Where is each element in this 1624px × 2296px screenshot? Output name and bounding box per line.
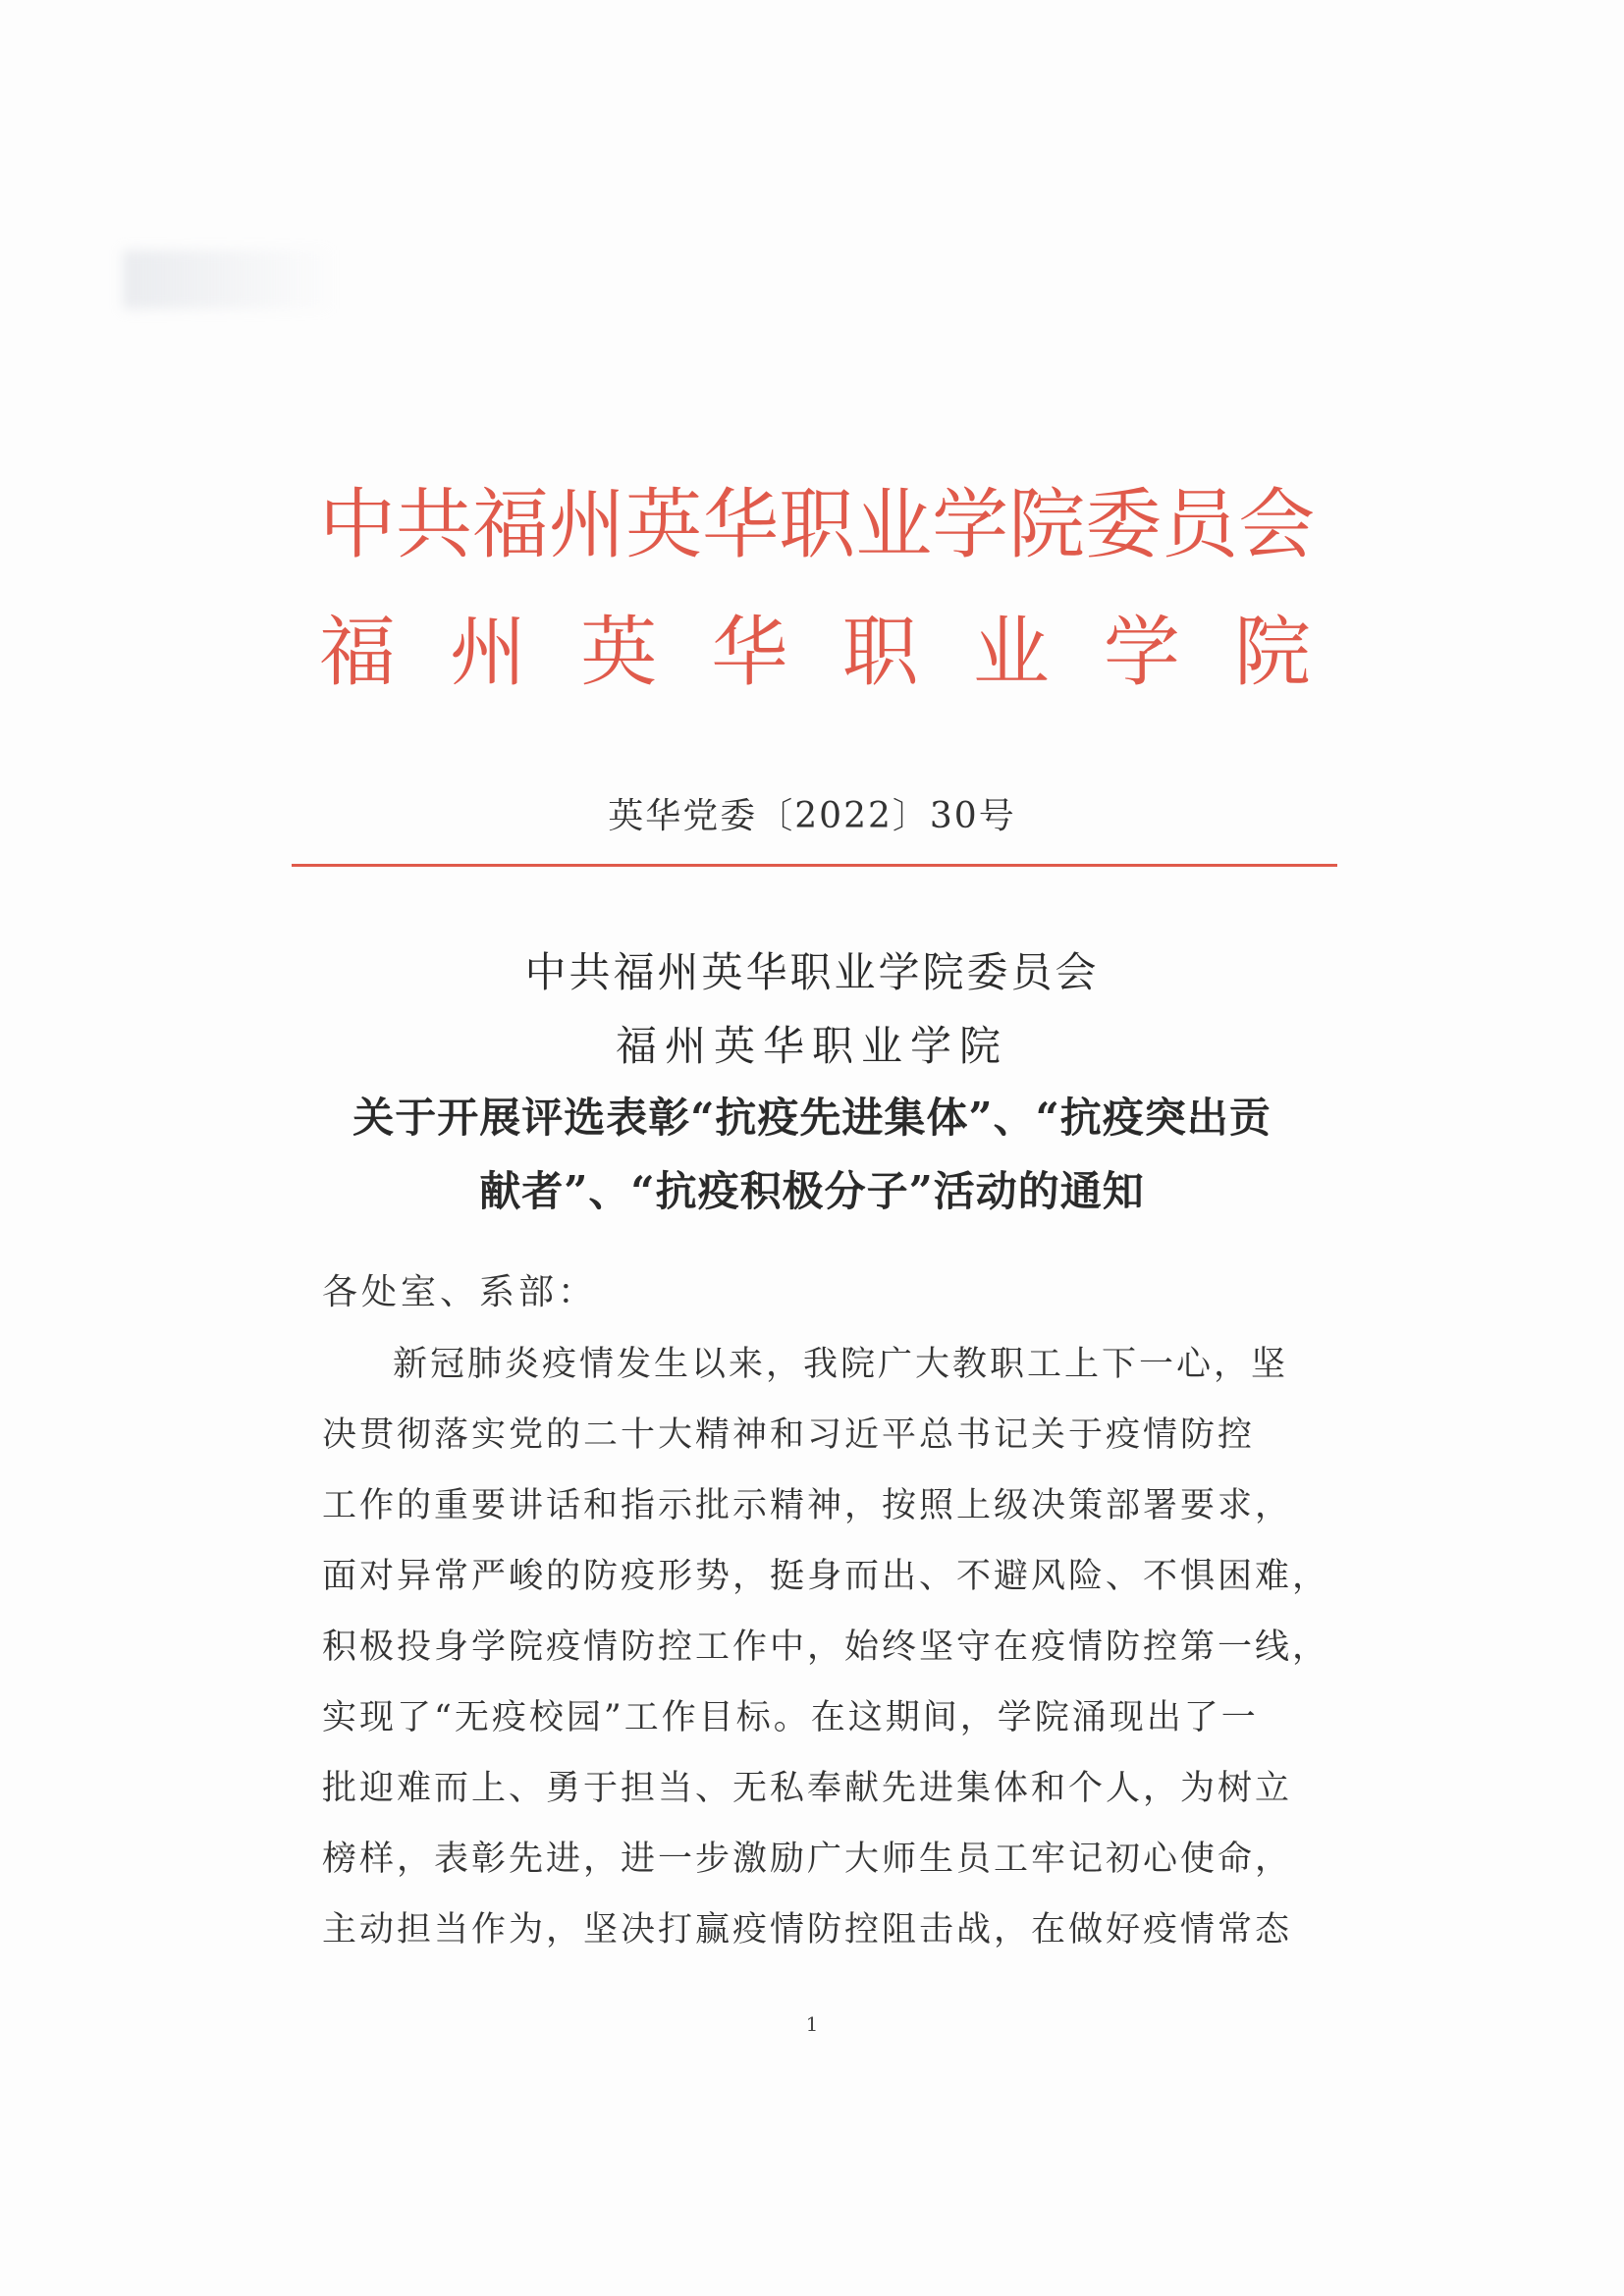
body-line: 决贯彻落实党的二十大精神和习近平总书记关于疫情防控 <box>322 1415 1256 1455</box>
scan-artifact <box>123 250 329 309</box>
org-char: 福 <box>472 481 550 569</box>
org-char: 院 <box>1233 609 1311 697</box>
org-char: 会 <box>1238 481 1316 569</box>
body-line: 实现了“无疫校园”工作目标。在这期间，学院涌现出了一 <box>322 1698 1259 1737</box>
title-line-2: 福州英华职业学院 <box>615 1022 1008 1070</box>
title-line-3: 关于开展评选表彰“抗疫先进集体”、“抗疫突出贡 <box>352 1094 1272 1142</box>
document-number: 英华党委〔2022〕30号 <box>608 796 1016 836</box>
body-line: 批迎难而上、勇于担当、无私奉献先进集体和个人，为树立 <box>322 1769 1293 1808</box>
header-divider <box>292 864 1337 867</box>
org-char: 业 <box>855 481 933 569</box>
body-line: 主动担当作为，坚决打赢疫情防控阻击战，在做好疫情常态 <box>322 1910 1293 1949</box>
org-char: 福 <box>319 609 397 697</box>
body-line: 工作的重要讲话和指示批示精神，按照上级决策部署要求， <box>322 1486 1293 1525</box>
org-char: 共 <box>396 481 473 569</box>
body-line: 榜样，表彰先进，进一步激励广大师生员工牢记初心使命， <box>322 1840 1293 1879</box>
body-line: 面对异常严峻的防疫形势，挺身而出、不避风险、不惧困难， <box>322 1557 1330 1596</box>
org-char: 业 <box>972 609 1050 697</box>
org-char: 州 <box>450 609 527 697</box>
title-line-4: 献者”、“抗疫积极分子”活动的通知 <box>479 1167 1145 1215</box>
org-char: 华 <box>702 481 780 569</box>
org-char: 英 <box>625 481 703 569</box>
page-number: 1 <box>805 2012 819 2036</box>
org-char: 中 <box>319 481 397 569</box>
org-char: 委 <box>1085 481 1163 569</box>
org-char: 英 <box>580 609 658 697</box>
body-line: 新冠肺炎疫情发生以来，我院广大教职工上下一心，坚 <box>393 1345 1289 1384</box>
org-char: 州 <box>549 481 626 569</box>
org-char: 院 <box>1008 481 1086 569</box>
org-char: 华 <box>711 609 788 697</box>
body-line: 积极投身学院疫情防控工作中，始终坚守在疫情防控第一线， <box>322 1628 1330 1667</box>
org-char: 学 <box>1103 609 1180 697</box>
org-name-line-1 <box>319 481 1316 569</box>
org-char: 员 <box>1162 481 1239 569</box>
org-char: 学 <box>932 481 1009 569</box>
org-char: 职 <box>841 609 919 697</box>
org-char: 职 <box>779 481 856 569</box>
org-name-line-2 <box>319 609 1311 697</box>
salutation: 各处室、系部： <box>322 1272 598 1312</box>
title-line-1: 中共福州英华职业学院委员会 <box>524 948 1100 996</box>
